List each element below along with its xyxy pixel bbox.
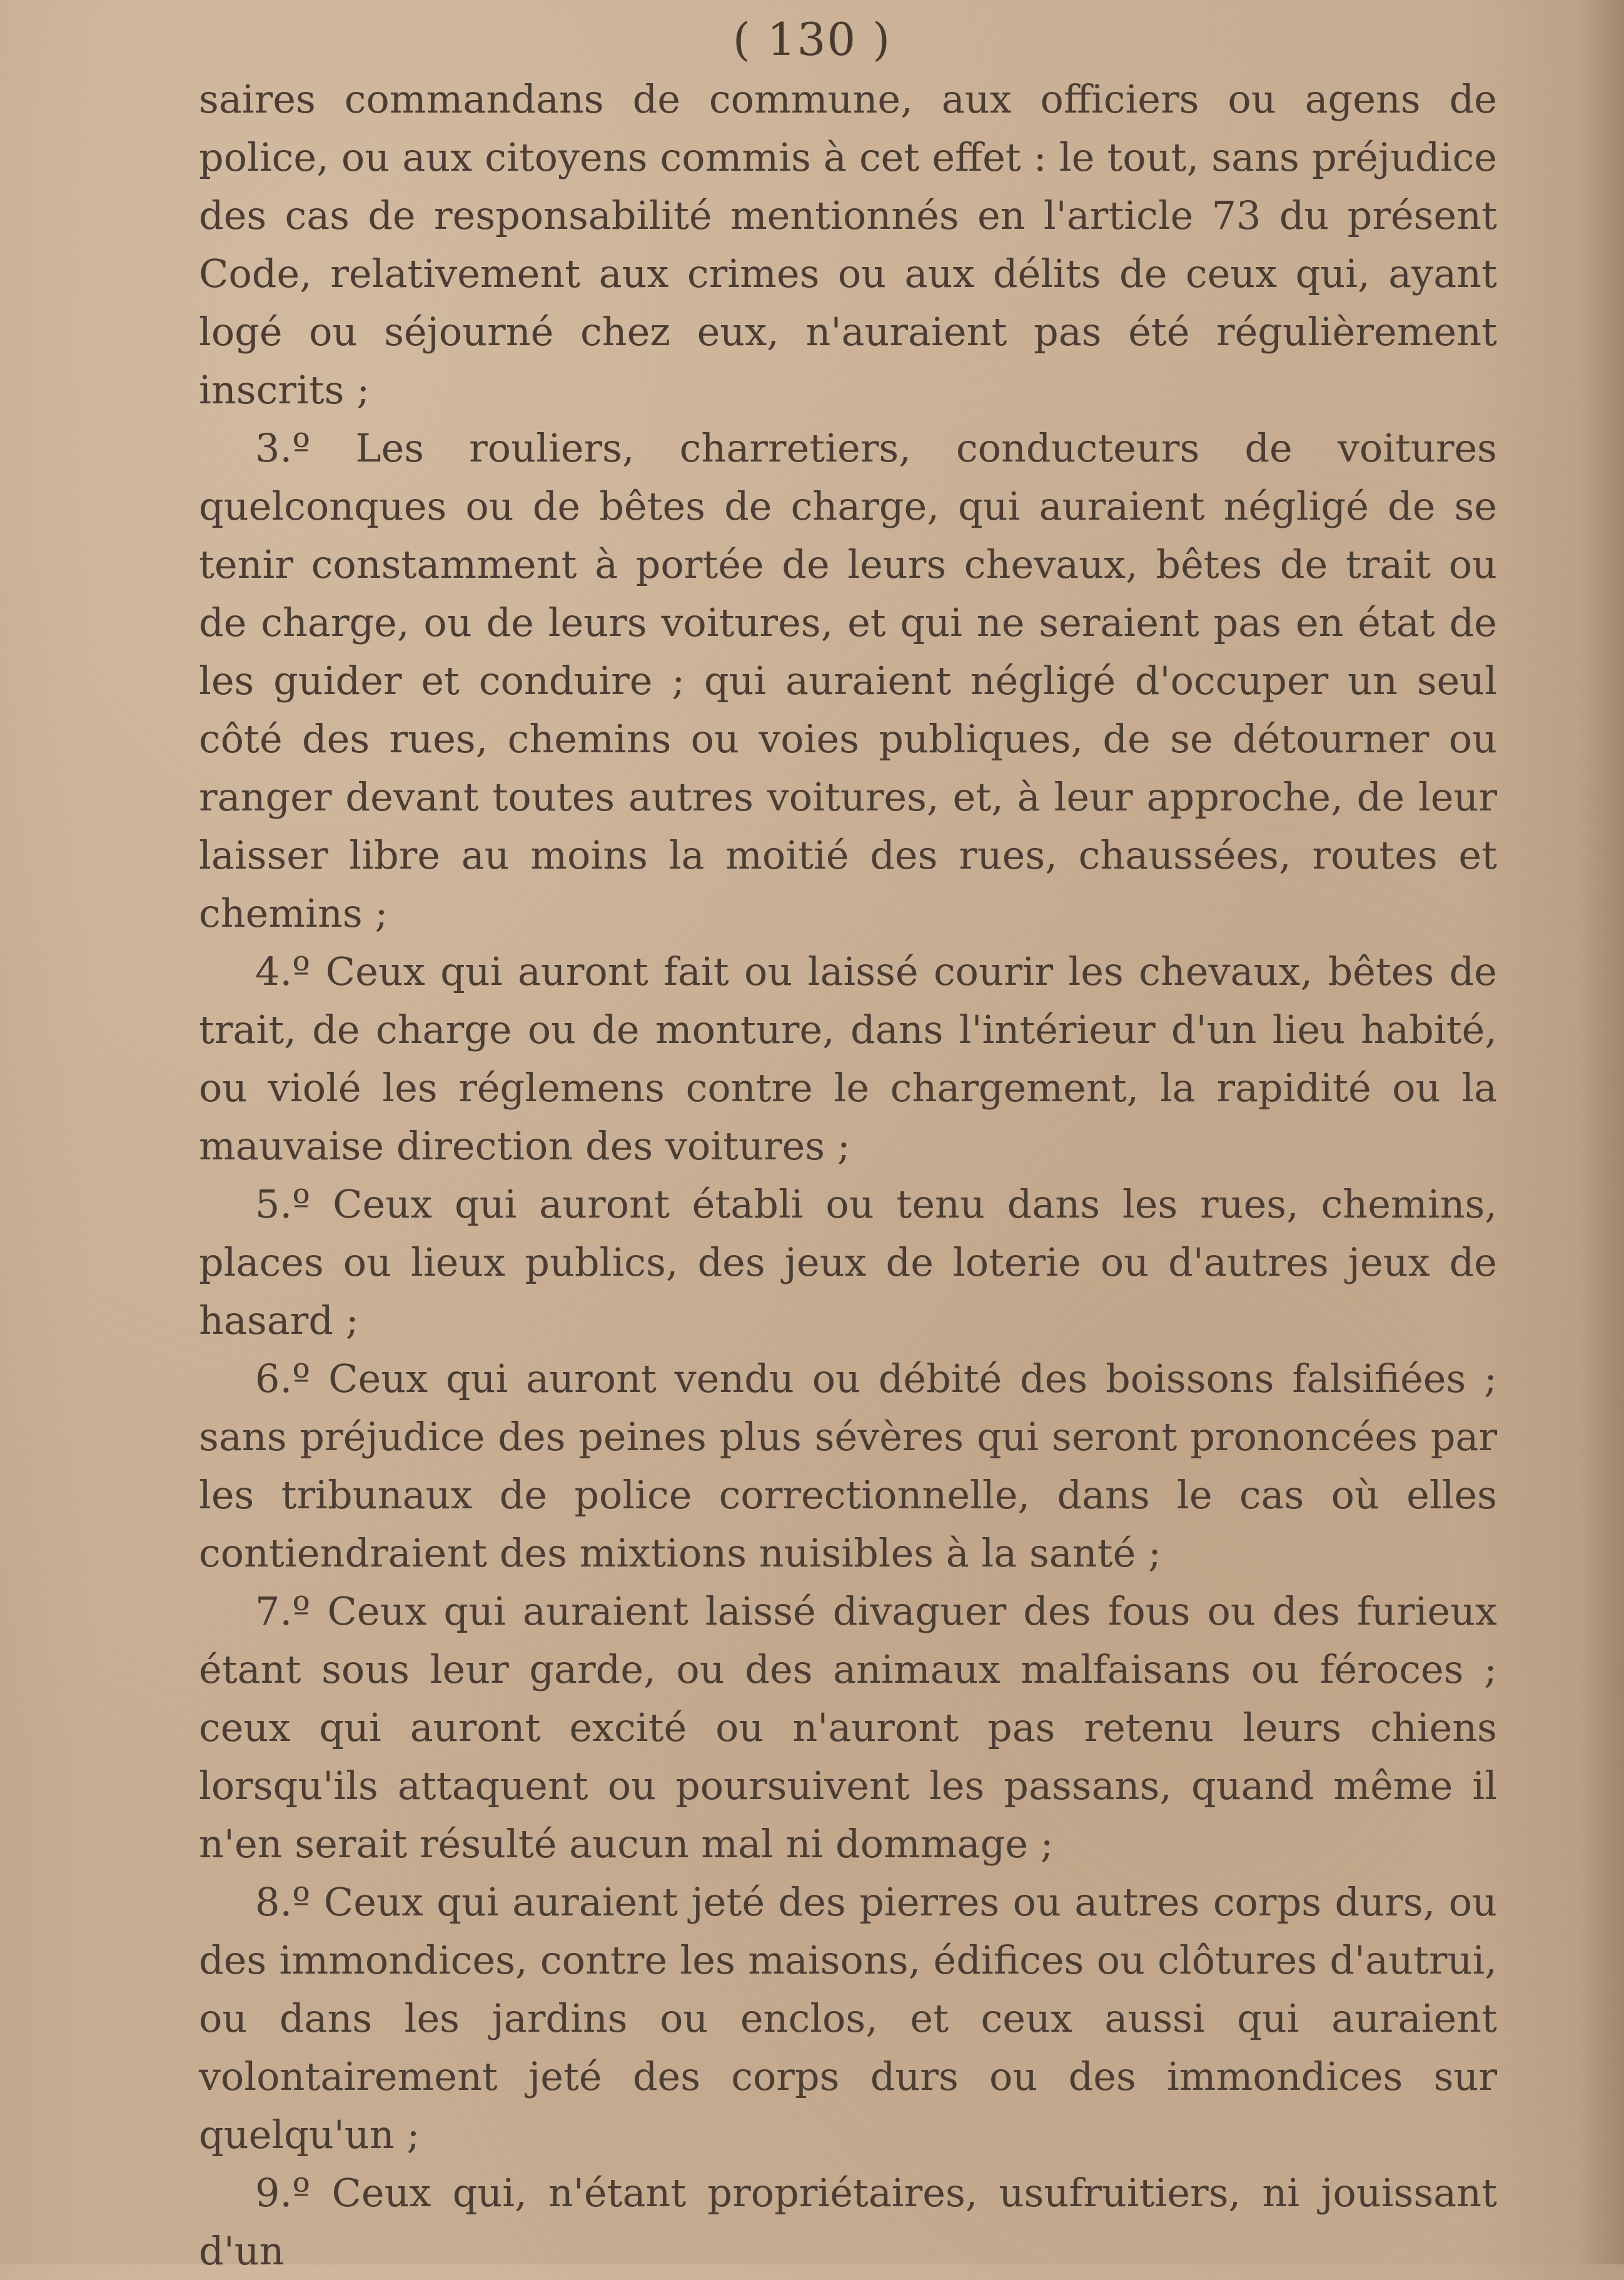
page-number: ( 130 )	[732, 13, 892, 66]
body-text	[199, 70, 1497, 2280]
paragraph-item-6: 6.º Ceux qui auront vendu ou débité des boissons falsifiées ; sans préjudice des peines plus sévères qui seront prononcées par les tribunaux de police correctionnelle, dans le cas où elles contiendraient des mixtions nuisibles à la santé ;	[199, 1356, 1497, 1576]
paragraph-item-9: 9.º Ceux qui, n'étant propriétaires, usufruitiers, ni jouissant d'un	[199, 2170, 1497, 2274]
paragraph-item-3: 3.º Les rouliers, charretiers, conducteurs de voitures quelconques ou de bêtes de charge, qui auraient négligé de se tenir constamment à portée de leurs chevaux, bêtes de trait ou de charge, ou de leurs voitures, et qui ne seraient pas en état de les guider et conduire ; qui auraient négligé d'occuper un seul côté des rues, chemins ou voies publiques, de se détourner ou ranger devant toutes autres voitures, et, à leur approche, de leur laisser libre au moins la moitié des rues, chaussées, routes et chemins ;	[199, 425, 1497, 936]
paragraph-item-4: 4.º Ceux qui auront fait ou laissé courir les chevaux, bêtes de trait, de charge ou de monture, dans l'intérieur d'un lieu habité, ou violé les réglemens contre le chargement, la rapidité ou la mauvaise direction des voitures ;	[199, 949, 1497, 1169]
page-edge-shadow	[1580, 0, 1624, 2264]
paragraph-item-7: 7.º Ceux qui auraient laissé divaguer des fous ou des furieux étant sous leur garde, ou des animaux malfaisans ou féroces ; ceux qui auront excité ou n'auront pas retenu leurs chiens lorsqu'ils attaquent ou poursuivent les passans, quand même il n'en serait résulté aucun mal ni dommage ;	[199, 1588, 1497, 1867]
paragraph-item-5: 5.º Ceux qui auront établi ou tenu dans les rues, chemins, places ou lieux publics, des jeux de loterie ou d'autres jeux de hasard ;	[199, 1181, 1497, 1343]
paragraph-continuation: saires commandans de commune, aux officiers ou agens de police, ou aux citoyens commis à cet effet : le tout, sans préjudice des cas de responsabilité mentionnés en l'article 73 du présent Code, relativement aux crimes ou aux délits de ceux qui, ayant logé ou séjourné chez eux, n'auraient pas été régulièrement inscrits ;	[199, 76, 1497, 413]
paragraph-item-8: 8.º Ceux qui auraient jeté des pierres ou autres corps durs, ou des immondices, contre les maisons, édifices ou clôtures d'autrui, ou dans les jardins ou enclos, et ceux aussi qui auraient volontairement jeté des corps durs ou des immondices sur quelqu'un ;	[199, 1879, 1497, 2157]
